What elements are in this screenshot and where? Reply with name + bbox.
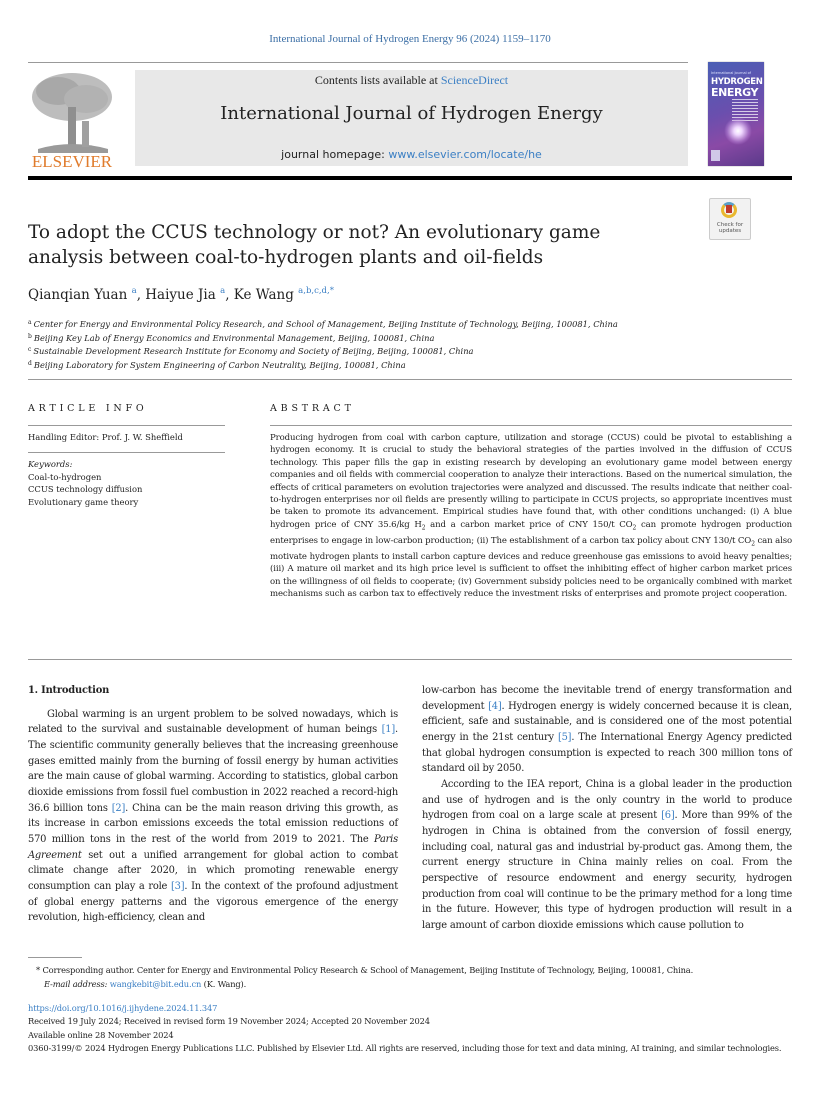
journal-title: International Journal of Hydrogen Energy	[220, 103, 603, 124]
check-updates-label: Check for updates	[716, 222, 744, 234]
masthead-thick-divider	[28, 176, 792, 180]
journal-cover[interactable]	[708, 62, 764, 166]
author-affiliation-marker[interactable]: a,b,c,d,*	[298, 286, 334, 296]
body-column-left	[28, 683, 398, 926]
citation-link[interactable]: [6]	[661, 810, 675, 822]
elsevier-logo	[28, 69, 116, 169]
cover-orb-graphic	[724, 117, 752, 145]
cover-title-line2: ENERGY	[711, 86, 759, 99]
keyword-item: CCUS technology diffusion	[28, 484, 143, 494]
affiliation-item: $^b$ Beijing Key Lab of Energy Economics and Environmental Management, Beijing, 100081, China	[28, 332, 435, 343]
email-label: E-mail address:	[44, 979, 108, 989]
homepage-line	[135, 148, 688, 161]
publication-info	[28, 1002, 798, 1056]
author-name[interactable]: Haiyue Jia	[145, 287, 216, 303]
abstract-bottom-divider	[28, 659, 792, 660]
citation-link[interactable]: [1]	[381, 724, 396, 736]
keyword-item: Evolutionary game theory	[28, 496, 139, 507]
publication-history: Received 19 July 2024; Received in revised form 19 November 2024; Accepted 20 November 2024	[28, 1016, 430, 1027]
contents-line	[135, 73, 688, 88]
keyword-item: Coal-to-hydrogen	[28, 471, 102, 482]
doi-link[interactable]: https://doi.org/10.1016/j.ijhydene.2024.11.347	[28, 1003, 218, 1013]
citation-link[interactable]: [2]	[111, 802, 126, 814]
footnote-marker: *	[36, 965, 40, 975]
affiliation-item: $^a$ Center for Energy and Environmental Policy Research, and School of Management, Beijing Institute of Technology, Beijing, 100081, China	[28, 319, 618, 329]
tree-icon	[28, 69, 116, 169]
article-title: To adopt the CCUS technology or not? An evolutionary game analysis between coal-to-hydrogen plants and oil-fields	[28, 222, 601, 268]
keywords-label: Keywords:	[28, 459, 73, 469]
keywords-block	[28, 458, 142, 508]
affiliation-item: $^d$ Beijing Laboratory for System Engineering of Carbon Neutrality, Beijing, 100081, China	[28, 359, 406, 370]
affiliations	[28, 317, 618, 371]
author-affiliation-marker[interactable]: a	[220, 286, 226, 296]
elsevier-wordmark: ELSEVIER	[31, 152, 113, 169]
body-column-right	[422, 683, 792, 934]
body-paragraph: According to the IEA report, China is a global leader in the production and use of hydrogen and is the only country in the world to produce hydrogen from coal on a large scale at present [6]. More than 99% of the hydrogen in China is obtained from the conversion of fossil energy, including coal, natural gas and industrial by-product gas. Among them, the current energy structure in China mainly relies on coal. From the perspective of resource endowment and energy security, hydrogen production from coal will continue to be the primary method for a long time in the future. However, this type of hydrogen production will result in a large amount of carbon dioxide emissions which cause pollution to	[422, 778, 792, 931]
cover-subtitle: International Journal of	[711, 71, 752, 75]
body-paragraph: Global warming is an urgent problem to be solved nowadays, which is related to the survival and sustainable development of human beings [1]. The scientific community generally believes that the increasing greenhouse gases emitted mainly from the burning of fossil energy by human activities are the main cause of global warming. According to statistics, global carbon dioxide emissions from fossil fuel combustion in 2022 reached a record-high 36.6 billion tons [2]. China can be the main reason driving this growth, as its increase in carbon emissions exceeds the total emission reductions of 570 million tons in the rest of the world from 2019 to 2021. The Paris Agreement set out a unified arrangement for global action to combat climate change after 2020, in which promoting renewable energy consumption can play a role [3]. In the context of the profound adjustment of global energy patterns and the vigorous emergence of the energy revolution, high-efficiency, clean and	[28, 708, 399, 924]
abstract-text: Producing hydrogen from coal with carbon capture, utilization and storage (CCUS) could be pivotal to establishing a hydrogen economy. It is crucial to study the behavioral strategies of the parties involved in the diffusion of CCUS technology. This paper fills the gap in existing research by developing an evolutionary game model between energy companies and oil fields with commercial cooperation to analyze their interactions. Based on the numerical simulation, the effects of critical parameters on evolution trajectories were analyzed and discussed. The results indicate that neither coal-to-hydrogen enterprises nor oil fields are presently willing to participate in CCUS projects, so appropriate incentives must be taken to promote its advancement. Empirical studies have found that, with other conditions unchanged: (i) A blue hydrogen price of CNY 35.6/kg $H_2$ and a carbon market price of CNY 150/t $CO_2$ can promote hydrogen production enterprises to engage in low-carbon production; (ii) The establishment of a carbon tax policy about CNY 130/t $CO_2$ can also motivate hydrogen plants to install carbon capture devices and reduce greenhouse gas emissions to avoid heavy penalties; (iii) A mature oil market and its high price level is sufficient to offset the inhibiting effect of higher carbon market prices on the willingness of oil fields to cooperate; (iv) Government subsidy policies need to be organically combined with market mechanisms such as carbon tax to effectively reduce the investment risks of enterprises and promote project cooperation.	[270, 433, 792, 600]
cover-title-line1: HYDROGEN	[711, 77, 763, 87]
author-list: Qianqian Yuan $^a$, Haiyue Jia $^a$, Ke Wang $^{a,b,c,d,*}$	[28, 286, 334, 303]
masthead-banner	[135, 70, 688, 166]
footnote-divider	[28, 957, 82, 958]
handling-editor: Handling Editor: Prof. J. W. Sheffield	[28, 432, 183, 442]
email-link[interactable]: wangkebit@bit.edu.cn	[109, 979, 202, 989]
abstract-divider	[270, 425, 792, 426]
homepage-prefix: journal homepage:	[281, 148, 389, 161]
copyright-notice: 0360-3199/© 2024 Hydrogen Energy Publications LLC. Published by Elsevier Ltd. All rights are reserved, including those for text and data mining, AI training, and similar technologies.	[28, 1043, 782, 1054]
abstract-heading: ABSTRACT	[270, 403, 355, 414]
bookmark-icon	[726, 205, 732, 213]
corresponding-author-footnote: * Corresponding author. Center for Energy and Environmental Policy Research & School of Management, Beijing Institute of Technology, Beijing, 100081, China. E-mail address: wangkebit@bit.edu.cn (K. Wang).	[36, 965, 694, 989]
article-info-divider	[28, 425, 225, 426]
article-info-divider	[28, 452, 225, 453]
contents-prefix: Contents lists available at	[314, 73, 441, 87]
running-head: International Journal of Hydrogen Energy 96 (2024) 1159–1170	[269, 33, 551, 45]
sciencedirect-link[interactable]: ScienceDirect	[440, 73, 509, 87]
homepage-link[interactable]: www.elsevier.com/locate/he	[388, 148, 542, 161]
available-online: Available online 28 November 2024	[28, 1029, 174, 1040]
affiliation-item: $^c$ Sustainable Development Research Institute for Economy and Society of Beijing, Beijing, 100081, China	[28, 346, 474, 356]
section-heading: 1. Introduction	[28, 685, 110, 696]
cover-logo-icon	[711, 150, 720, 161]
article-info-heading: ARTICLE INFO	[28, 403, 148, 414]
body-paragraph: low-carbon has become the inevitable trend of energy transformation and development [4]. Hydrogen energy is widely concerned because it is clean, efficient, safe and sustainable, and is considered one of the most potential energy in the 21st century [5]. The International Energy Agency predicted that global hydrogen consumption is expected to reach 300 million tons of standard oil by 2050.	[422, 685, 793, 775]
top-divider	[28, 62, 688, 63]
citation-link[interactable]: [4]	[488, 700, 502, 712]
check-for-updates-button[interactable]	[709, 198, 751, 240]
citation-link[interactable]: [3]	[170, 880, 185, 892]
author-affiliation-marker[interactable]: a	[131, 286, 137, 296]
author-name[interactable]: Qianqian Yuan	[28, 287, 128, 303]
author-name[interactable]: Ke Wang	[233, 287, 294, 303]
citation-link[interactable]: [5]	[557, 731, 572, 743]
title-divider	[28, 379, 792, 380]
